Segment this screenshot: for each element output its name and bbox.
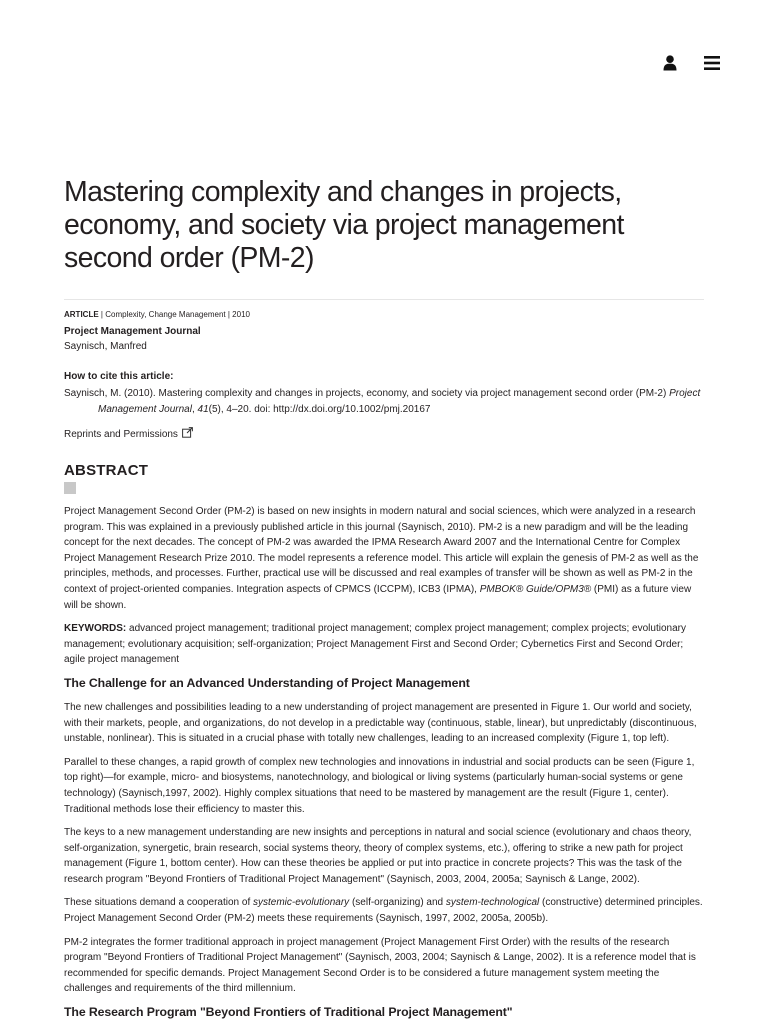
paragraph-3: The keys to a new management understanding are new insights and perceptions in natural and social science (evolutionary and chaos theory, self-organization, synergetic, brain research, social systems theory, theory of complex systems, etc.), offering to strike a new path for project management (Figure 1, bottom center). How can these theories be applied or put into practice in concrete projects? This was the task of the research program "Beyond Frontiers of Traditional Project Management" (Saynisch, 2003, 2004, 2005a; Saynisch & Lange, 2002).: [64, 827, 692, 885]
p4-c: (constructive) determined principles. Project Management Second Order (PM-2) meets these requirements (Saynisch, 1997, 2002, 2005a, 2005b).: [64, 897, 703, 925]
paragraph-2: Parallel to these changes, a rapid growth of complex new technologies and innovations in industrial and social products can be seen (Figure 1, top right)—for example, micro- and biosystems, nanotechnology, and biological or living systems (particularly human-social systems or gene technology) (Saynisch,1997, 2002). Highly complex situations that need to be mastered by management are the result (Figure 1, center). Traditional methods lose their efficiency to master this.: [64, 756, 695, 815]
broken-image-icon: [64, 482, 76, 494]
citation-volume: 41: [197, 404, 209, 415]
citation-comma: ,: [191, 404, 198, 415]
citation-rest: (5), 4–20. doi: http://dx.doi.org/10.1002/pmj.20167: [208, 404, 431, 415]
p4-italic-2: system-technological: [445, 897, 540, 909]
keywords-text: advanced project management; traditional project management; complex project management; complex projects; evolutionary management; evolutionary acquisition; self-organization; Project Management First and Second Order; Cybernetics First and Second Order; agile project management: [64, 623, 686, 666]
citation: [64, 386, 704, 418]
section-heading-challenge: The Challenge for an Advanced Understanding of Project Management: [64, 675, 470, 690]
abstract-text: [64, 504, 704, 613]
abstract-text-italic: PMBOK® Guide/OPM3®: [479, 583, 592, 595]
divider: [64, 299, 704, 300]
article-type: ARTICLE: [64, 310, 99, 319]
meta-separator: |: [100, 310, 103, 319]
paragraph-1: The new challenges and possibilities leading to a new understanding of project management are presented in Figure 1. Our world and society, with their markets, people, and organizations, do not develop in a predictable way (continuous, stable, linear), but unpredictably (discontinuous, unstable, nonlinear). This is situated in a crucial phase with totally new challenges, leading to an increased complexity (Figure 1, top left).: [64, 701, 697, 745]
section-heading-research-program: The Research Program "Beyond Frontiers of Traditional Project Management": [64, 1005, 513, 1020]
topic-link-change-management[interactable]: Change Management: [148, 310, 226, 319]
user-icon[interactable]: [660, 52, 680, 74]
top-toolbar: [660, 52, 722, 74]
p4-italic-1: systemic-evolutionary: [253, 897, 350, 909]
hamburger-menu-icon[interactable]: [702, 52, 722, 74]
article-year: 2010: [232, 310, 250, 319]
p4-b: (self-organizing) and: [349, 897, 446, 909]
article-meta: [64, 309, 704, 321]
abstract-text-b: (PMI) as a future view will be shown.: [64, 583, 692, 611]
abstract-text-a: Project Management Second Order (PM-2) is based on new insights in modern natural and social sciences, which were analyzed in a research program. This was explained in a previously published article in this journal (Saynisch, 2010). PM-2 is a new paradigm and will be the leading concept for the next decades. The concept of PM-2 was awarded the IPMA Research Award 2007 and the International Centre for Complex Project Management Research Prize 2010. The model represents a reference model. This article will explain the genesis of PM-2 as well as the principles, methods, and processes. Further, practical use will be discussed and real examples of transfer will be shown as well as PM-2 in the context of project-oriented companies. Integration aspects of CPMCS (ICCPM), ICB3 (IPMA),: [64, 506, 699, 595]
external-link-icon: [182, 427, 193, 441]
paragraph-4: [64, 895, 704, 926]
meta-separator: |: [227, 310, 230, 319]
keywords-label: KEYWORDS:: [64, 623, 127, 635]
citation-pre: Saynisch, M. (2010). Mastering complexity and changes in projects, economy, and society via project management second order (PM-2): [64, 388, 670, 399]
journal-name: Project Management Journal: [64, 326, 201, 337]
citation-journal: Project Management Journal: [98, 388, 701, 415]
abstract-heading: ABSTRACT: [64, 462, 149, 479]
paragraph-5: PM-2 integrates the former traditional approach in project management (Project Management First Order) with the results of the research program "Beyond Frontiers of Traditional Project Management" (Saynisch, 2003, 2004; Saynisch & Lange, 2002). It is a reference model that is recommended for specific demands. Project Management Second Order is to be considered a future management system meeting the challenges and requirements of the third millennium.: [64, 936, 696, 995]
p4-a: These situations demand a cooperation of: [64, 897, 254, 909]
article-content: [64, 176, 704, 1029]
reprints-link[interactable]: [64, 427, 704, 441]
meta-comma: ,: [144, 310, 147, 319]
topic-link-complexity[interactable]: Complexity: [105, 310, 145, 319]
reprints-label: Reprints and Permissions: [64, 428, 178, 440]
article-authors: Saynisch, Manfred: [64, 341, 147, 352]
keywords: [64, 621, 704, 668]
article-title: Mastering complexity and changes in projects, economy, and society via project management second order (PM-2): [64, 176, 624, 274]
cite-heading: How to cite this article:: [64, 371, 174, 382]
